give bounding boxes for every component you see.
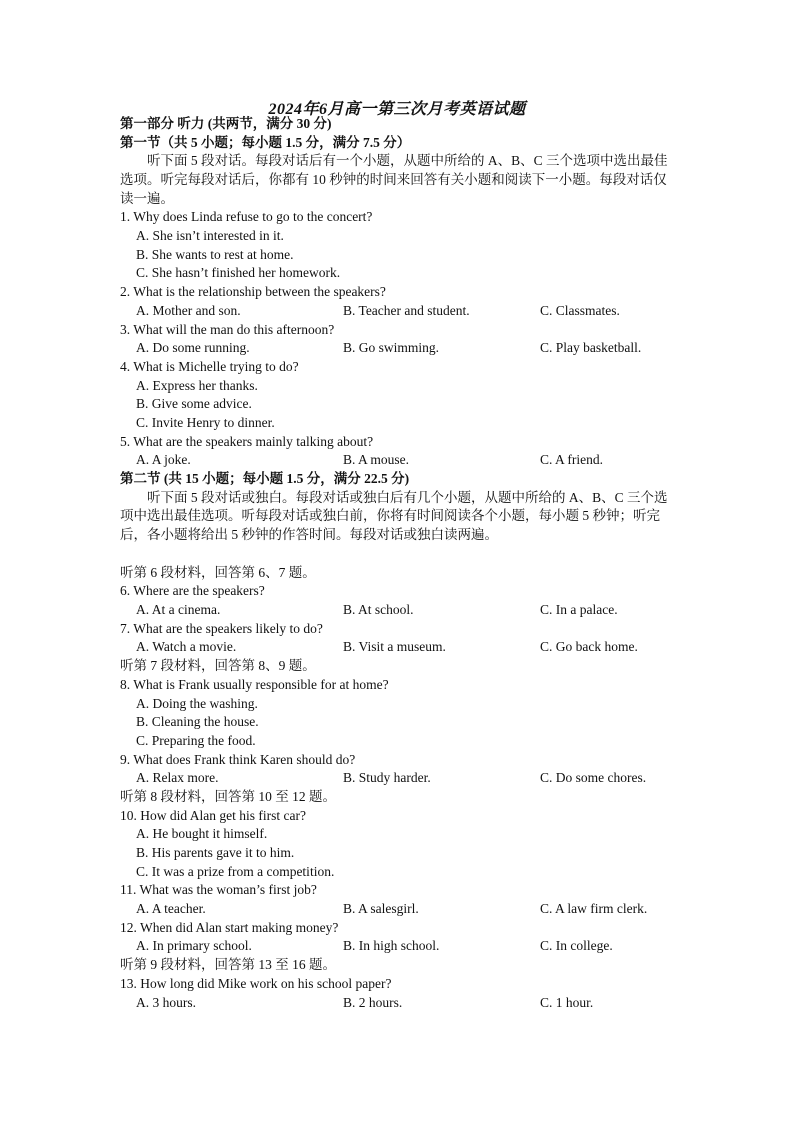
question-7-options xyxy=(120,638,680,657)
question-1-stem: 1. Why does Linda refuse to go to the concert? xyxy=(120,209,373,225)
question-11-options xyxy=(120,900,680,919)
question-2-option-b: B. Teacher and student. xyxy=(343,302,470,318)
question-2-option-a: A. Mother and son. xyxy=(136,302,241,318)
question-12-option-a: A. In primary school. xyxy=(136,938,252,954)
question-6-stem: 6. Where are the speakers? xyxy=(120,583,265,599)
question-5-option-c: C. A friend. xyxy=(540,452,603,468)
question-7-option-a: A. Watch a movie. xyxy=(136,639,237,655)
question-3-option-c: C. Play basketball. xyxy=(540,340,642,356)
question-5-options xyxy=(120,451,680,470)
question-11-option-b: B. A salesgirl. xyxy=(343,901,419,917)
material-7-heading: 听第 7 段材料，回答第 8、9 题。 xyxy=(120,658,316,674)
question-6-options xyxy=(120,601,680,620)
question-9-stem: 9. What does Frank think Karen should do? xyxy=(120,751,356,767)
question-9-option-c: C. Do some chores. xyxy=(540,770,647,786)
question-4-stem: 4. What is Michelle trying to do? xyxy=(120,358,299,374)
question-3-option-b: B. Go swimming. xyxy=(343,340,440,356)
material-9-heading: 听第 9 段材料，回答第 13 至 16 题。 xyxy=(120,957,336,973)
question-7-option-b: B. Visit a museum. xyxy=(343,639,446,655)
question-13-option-a: A. 3 hours. xyxy=(136,994,196,1010)
question-13-option-b: B. 2 hours. xyxy=(343,994,403,1010)
question-4-option-c: C. Invite Henry to dinner. xyxy=(136,414,275,430)
section2-instructions: 听下面 5 段对话或独白。每段对话或独白后有几个小题，从题中所给的 A、B、C 三个选项中选出最佳选项。听每段对话或独白前，你将有时间阅读各个小题，每小题 5 秒钟；听完后，各小题将给出 5 秒钟的作答时间。每段对话或独白读两遍。 xyxy=(120,489,668,543)
question-7-stem: 7. What are the speakers likely to do? xyxy=(120,620,323,636)
exam-title: 2024年6月高一第三次月考英语试题 xyxy=(268,101,526,118)
question-1-option-c: C. She hasn’t finished her homework. xyxy=(136,265,341,281)
material-6-heading: 听第 6 段材料，回答第 6、7 题。 xyxy=(120,564,316,580)
question-6-option-a: A. At a cinema. xyxy=(136,602,221,618)
question-2-options xyxy=(120,302,680,321)
material-8-heading: 听第 8 段材料，回答第 10 至 12 题。 xyxy=(120,788,336,804)
question-12-options xyxy=(120,937,680,956)
question-12-option-b: B. In high school. xyxy=(343,938,440,954)
question-6-option-b: B. At school. xyxy=(343,602,414,618)
question-5-option-a: A. A joke. xyxy=(136,452,191,468)
question-1-option-b: B. She wants to rest at home. xyxy=(136,246,294,262)
question-7-option-c: C. Go back home. xyxy=(540,639,638,655)
question-10-stem: 10. How did Alan get his first car? xyxy=(120,807,306,823)
question-12-stem: 12. When did Alan start making money? xyxy=(120,919,339,935)
question-13-option-c: C. 1 hour. xyxy=(540,994,594,1010)
section1-instructions: 听下面 5 段对话。每段对话后有一个小题，从题中所给的 A、B、C 三个选项中选出最佳选项。听完每段对话后，你都有 10 秒钟的时间来回答有关小题和阅读下一小题。每段对话仅读一遍。 xyxy=(120,153,668,206)
question-10-option-c: C. It was a prize from a competition. xyxy=(136,863,335,879)
question-10-option-b: B. His parents gave it to him. xyxy=(136,845,295,860)
section1-heading: 第一节（共 5 小题；每小题 1.5 分，满分 7.5 分） xyxy=(120,134,411,150)
question-13-stem: 13. How long did Mike work on his school paper? xyxy=(120,975,392,991)
question-9-options xyxy=(120,769,680,788)
question-13-options xyxy=(120,994,680,1013)
question-3-stem: 3. What will the man do this afternoon? xyxy=(120,321,335,337)
exam-body xyxy=(120,115,680,1012)
question-8-stem: 8. What is Frank usually responsible for at home? xyxy=(120,676,389,692)
section2-heading: 第二节 (共 15 小题；每小题 1.5 分，满分 22.5 分) xyxy=(120,471,410,486)
question-3-options xyxy=(120,339,680,358)
question-3-option-a: A. Do some running. xyxy=(136,340,250,356)
question-9-option-b: B. Study harder. xyxy=(343,770,431,786)
question-5-stem: 5. What are the speakers mainly talking about? xyxy=(120,433,374,449)
question-8-option-a: A. Doing the washing. xyxy=(136,695,258,711)
question-9-option-a: A. Relax more. xyxy=(136,770,219,786)
question-12-option-c: C. In college. xyxy=(540,938,613,954)
question-1-option-a: A. She isn’t interested in it. xyxy=(136,228,284,244)
question-8-option-c: C. Preparing the food. xyxy=(136,732,256,748)
question-4-option-b: B. Give some advice. xyxy=(136,396,252,412)
question-11-option-a: A. A teacher. xyxy=(136,901,206,917)
question-11-stem: 11. What was the woman’s first job? xyxy=(120,882,317,898)
question-10-option-a: A. He bought it himself. xyxy=(136,826,268,842)
question-2-stem: 2. What is the relationship between the speakers? xyxy=(120,284,386,300)
question-6-option-c: C. In a palace. xyxy=(540,602,618,618)
part1-heading: 第一部分 听力 (共两节，满分 30 分) xyxy=(120,116,332,131)
question-11-option-c: C. A law firm clerk. xyxy=(540,901,648,917)
question-5-option-b: B. A mouse. xyxy=(343,452,410,468)
question-8-option-b: B. Cleaning the house. xyxy=(136,714,259,730)
question-4-option-a: A. Express her thanks. xyxy=(136,377,258,393)
question-2-option-c: C. Classmates. xyxy=(540,302,620,318)
